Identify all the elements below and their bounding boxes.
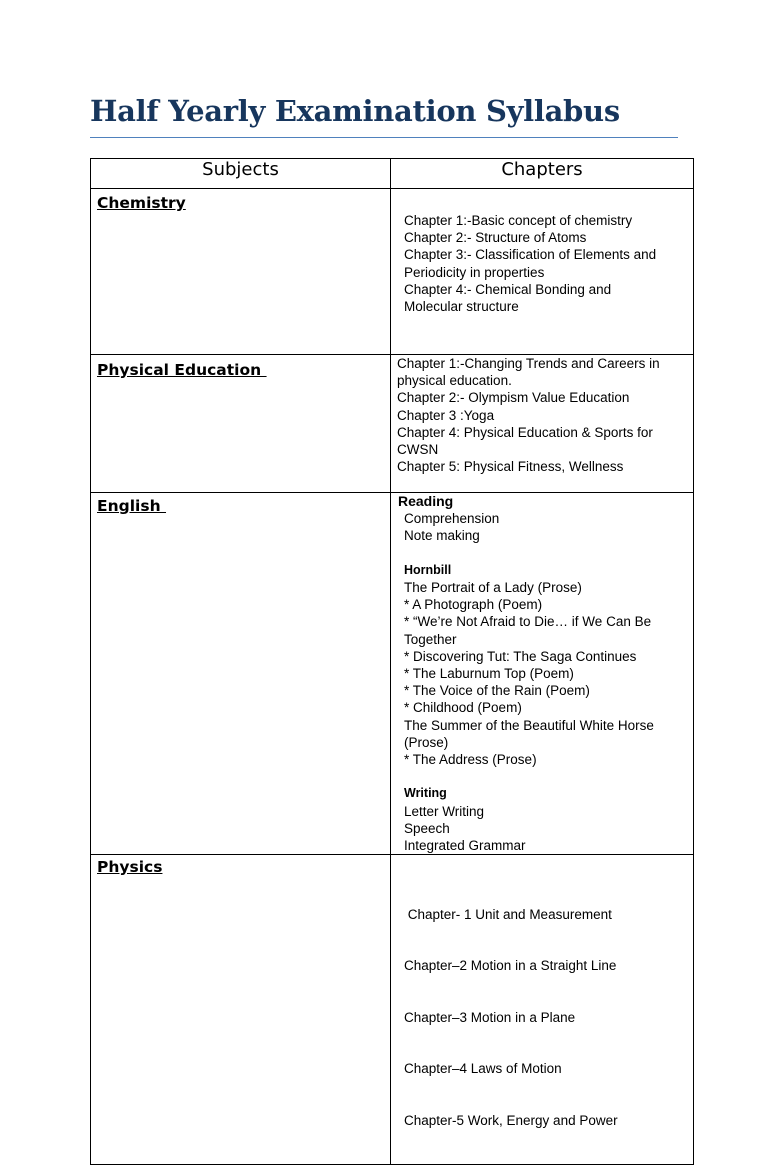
list-item: * Childhood (Poem) <box>404 700 522 716</box>
subject-cell <box>91 189 391 355</box>
list-item: Together <box>404 631 457 647</box>
list-item: The Summer of the Beautiful White Horse <box>404 717 654 733</box>
list-item: * Discovering Tut: The Saga Continues <box>404 648 637 664</box>
list-item: Chapter 4:- Chemical Bonding and <box>404 281 612 297</box>
list-item: Chapter–4 Laws of Motion <box>404 1061 562 1077</box>
table-row-physical-education <box>91 355 694 493</box>
list-item: (Prose) <box>404 734 449 750</box>
syllabus-table <box>90 158 694 1165</box>
subject-cell <box>91 855 391 1164</box>
list-item: Periodicity in properties <box>404 264 545 280</box>
chemistry-chapter-list <box>391 189 693 315</box>
column-header-subjects: Subjects <box>91 159 391 189</box>
chapters-cell <box>391 855 694 1164</box>
list-item: Chapter 1:-Basic concept of chemistry <box>404 213 633 228</box>
list-item: Chapter 1:-Changing Trends and Careers in <box>397 356 660 371</box>
list-item: * A Photograph (Poem) <box>404 597 543 613</box>
table-row-physics <box>91 855 694 1164</box>
page-title: Half Yearly Examination Syllabus <box>90 94 620 128</box>
section-heading-reading: Reading <box>398 493 454 509</box>
list-item: Chapter–2 Motion in a Straight Line <box>404 958 617 974</box>
table-row-chemistry <box>91 189 694 355</box>
english-chapter-list <box>391 493 693 854</box>
list-item: Chapter-5 Work, Energy and Power <box>404 1113 618 1129</box>
subject-physical-education: Physical Education <box>97 361 267 379</box>
table-header-row <box>91 159 694 189</box>
list-item: Chapter–3 Motion in a Plane <box>404 1009 576 1025</box>
list-item: * The Voice of the Rain (Poem) <box>404 683 590 699</box>
list-item: Note making <box>404 528 480 544</box>
chapters-cell <box>391 493 694 855</box>
list-item: Chapter- 1 Unit and Measurement <box>404 906 612 922</box>
list-item: Chapter 4: Physical Education & Sports for <box>397 424 653 440</box>
list-item: * The Address (Prose) <box>404 752 537 768</box>
list-item: Molecular structure <box>404 299 519 315</box>
section-heading-hornbill: Hornbill <box>404 562 452 577</box>
physical-education-chapter-list <box>391 355 693 475</box>
list-item: Comprehension <box>404 511 500 527</box>
list-item: Chapter 2:- Olympism Value Education <box>397 390 630 406</box>
list-item: Speech <box>404 820 450 836</box>
list-item: Letter Writing <box>404 803 485 819</box>
column-header-chapters: Chapters <box>391 159 694 189</box>
list-item: Chapter 2:- Structure of Atoms <box>404 230 587 246</box>
chapters-cell <box>391 189 694 355</box>
list-item: Chapter 3 :Yoga <box>397 407 495 423</box>
list-item: CWSN <box>397 442 439 458</box>
chapters-cell <box>391 355 694 493</box>
table-row-english <box>91 493 694 855</box>
subject-english: English <box>97 497 167 515</box>
subject-physics: Physics <box>97 858 163 877</box>
subject-cell <box>91 493 391 855</box>
list-item: Chapter 3:- Classification of Elements and <box>404 247 657 263</box>
subject-cell <box>91 355 391 493</box>
list-item: * “We’re Not Afraid to Die… if We Can Be <box>404 614 652 630</box>
list-item: Integrated Grammar <box>404 838 526 854</box>
list-item: physical education. <box>397 373 512 389</box>
list-item: * The Laburnum Top (Poem) <box>404 666 574 682</box>
physics-chapter-list <box>391 855 693 1163</box>
list-item: The Portrait of a Lady (Prose) <box>404 580 582 595</box>
section-heading-writing: Writing <box>404 786 447 801</box>
list-item: Chapter 5: Physical Fitness, Wellness <box>397 459 624 475</box>
subject-chemistry: Chemistry <box>97 194 186 212</box>
title-underline-divider <box>90 137 678 138</box>
